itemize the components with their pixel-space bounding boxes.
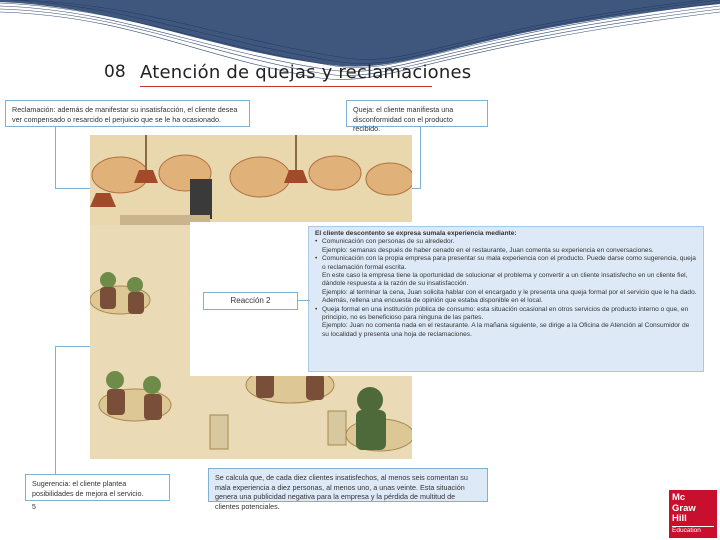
explanation-intro: El cliente descontento se expresa sumala experiencia mediante: — [315, 230, 517, 237]
note-queja-text: Queja: el cliente manifiesta una disconformidad con el producto recibido. — [353, 105, 454, 133]
connector-line — [55, 127, 56, 188]
explanation-item-text: Queja formal en una institución pública de consumo: esta situación ocasional en otros servicios de producto interno o que, en principio, no es beneficioso para ninguna de las partes. — [322, 305, 689, 322]
slide-title: Atención de quejas y reclamaciones — [140, 62, 472, 83]
explanation-example: Ejemplo: Juan no comenta nada en el restaurante. A la mañana siguiente, se dirige a la Oficina de Atención al Consumidor de su localidad y presenta una hoja de reclamaciones. — [322, 322, 690, 338]
explanation-item — [315, 238, 697, 246]
explanation-list — [315, 238, 697, 339]
note-estadistica-text: Se calcula que, de cada diez clientes insatisfechos, al menos seis comentan su mala experiencia a diez personas, al menos uno, a unas veinte. Esta situación genera una publicidad negativa para la empresa y la pérdida de multitud de clientes potenciales. — [215, 473, 468, 511]
explanation-item-text: Comunicación con la propia empresa para presentar su mala experiencia con el producto. Puede darse como sugerencia, queja o reclamación formal escrita. — [322, 255, 696, 271]
explanation-example: Ejemplo: al terminar la cena, Juan solicita hablar con el encargado y le presenta una queja formal por el servicio que le ha dado. Además, rellena una encuesta de opinión que estaba disponible en el local. — [322, 288, 697, 305]
title-underline — [140, 86, 432, 87]
logo-line: Graw — [672, 502, 696, 514]
explanation-example: En este caso la empresa tiene la oportunidad de solucionar el problema y convertir a un cliente insatisfecho en un cliente fiel, dándole respuesta a la razón de su insatisfacción. — [322, 272, 688, 288]
logo-line: Mc — [672, 492, 686, 503]
connector-line — [55, 346, 56, 474]
note-queja — [346, 100, 488, 133]
explanation-example: Ejemplo: semanas después de haber cenado en el restaurante, Juan comenta su experiencia en conversaciones. — [322, 246, 654, 254]
explanation-box — [308, 226, 704, 372]
publisher-logo — [669, 490, 717, 538]
note-sugerencia-text: Sugerencia: el cliente plantea posibilidades de mejora el servicio. — [32, 479, 144, 498]
page-number: 5 — [32, 504, 36, 511]
note-estadistica — [208, 468, 488, 511]
note-reclamacion — [5, 100, 250, 127]
note-reclamacion-text: Reclamación: además de manifestar su insatisfacción, el cliente desea ver compensado o resarcido el perjuicio que se le ha ocasionado. — [12, 105, 238, 124]
connector-line — [298, 300, 310, 301]
explanation-item-text: Comunicación con personas de su alrededor. — [322, 238, 455, 246]
reaction-label: Reacción 2 — [203, 292, 298, 310]
note-sugerencia — [25, 474, 170, 501]
explanation-item — [315, 306, 697, 323]
slide-number: 08 — [104, 62, 126, 82]
logo-line: Hill — [672, 513, 687, 524]
connector-line — [420, 127, 421, 188]
explanation-item — [315, 255, 697, 272]
logo-line: Education — [672, 526, 714, 535]
